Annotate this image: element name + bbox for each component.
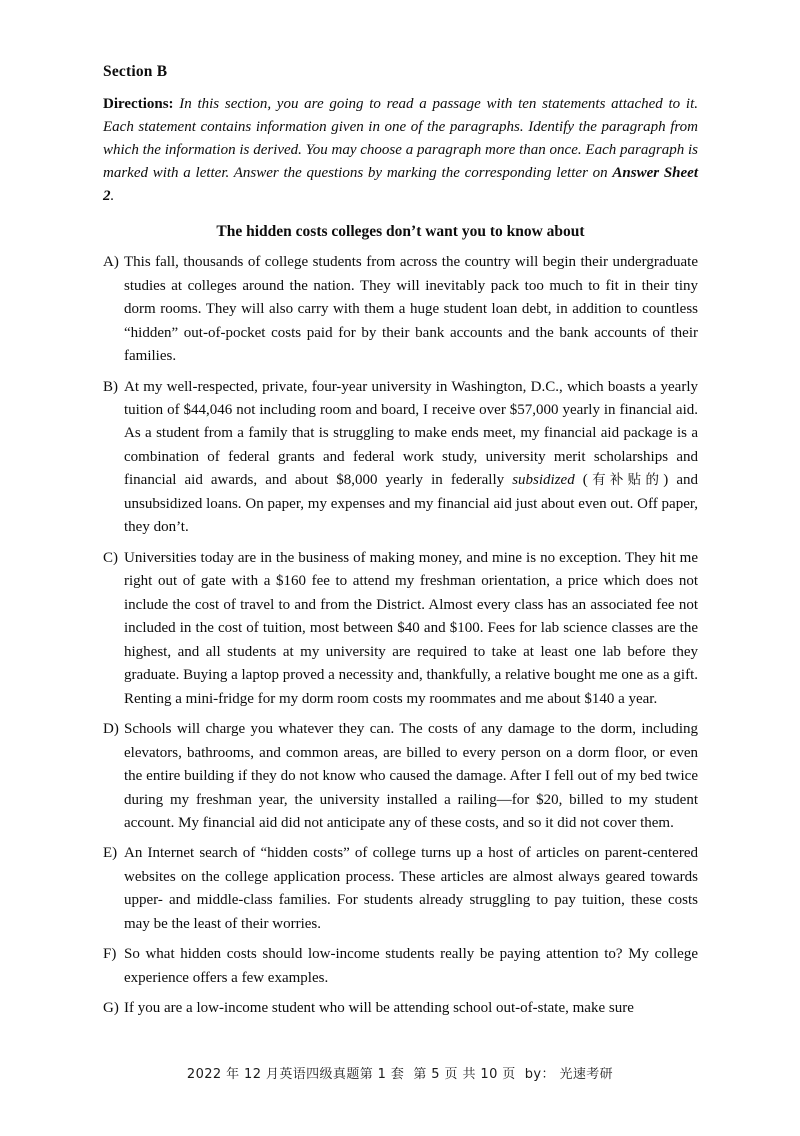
glossed-term-subsidized: subsidized bbox=[512, 472, 575, 489]
paragraph-text-c: Universities today are in the business of making money, and mine is no exception. They hit me right out of gate with a $160 fee to attend my freshman orientation, a price which does not include the cost of travel to and from the District. Almost every class has an associated fee not included in the cost of tuition, most between $40 and $100. Fees for lab science classes are the highest, and all students at my university are required to take at least one lab before they graduate. Buying a laptop proved a necessity and, thankfully, a relative bought me one as a gift. Renting a mini-fridge for my dorm room costs my roommates and me about $140 a year. bbox=[124, 549, 698, 707]
paragraph-text-d: Schools will charge you whatever they can. The costs of any damage to the dorm, including elevators, bathrooms, and common areas, are billed to every person on a dorm floor, or even the entire building if they do not know who caused the damage. After I fell out of my bed twice during my freshman year, the university installed a railing—for $20, billed to my student account. My financial aid did not anticipate any of these costs, and so it did not cover them. bbox=[124, 721, 698, 831]
passage-paragraph-c bbox=[103, 547, 698, 711]
paragraph-text-b bbox=[124, 376, 698, 540]
paragraph-marker-d: D) bbox=[103, 721, 119, 738]
directions-period: . bbox=[110, 188, 115, 205]
footer-exam-title: 2022 年 12 月英语四级真题第 1 套 bbox=[186, 1067, 405, 1082]
paragraph-b-text-after-gloss: and unsubsidized loans. On paper, my expenses and my financial aid just about even out. Off paper, they don’t. bbox=[124, 472, 699, 536]
passage-paragraph-a bbox=[103, 251, 698, 368]
paragraph-text-f: So what hidden costs should low-income students really be paying attention to? My college experience offers a few examples. bbox=[124, 946, 698, 986]
paragraph-marker-a: A) bbox=[103, 254, 119, 271]
paragraph-marker-c: C) bbox=[103, 549, 118, 566]
footer-page-label: 第 bbox=[413, 1067, 427, 1082]
footer-space-6 bbox=[516, 1067, 525, 1082]
footer-credit-label: by： bbox=[524, 1067, 555, 1082]
footer-total-pages: 10 bbox=[480, 1067, 498, 1082]
paragraph-text-e: An Internet search of “hidden costs” of college turns up a host of articles on parent-centered websites on the college application process. These articles are almost always geared towards upper- and middle-class families. For students already struggling to pay tuition, these costs may be the least of their worries. bbox=[124, 845, 698, 932]
paragraph-marker-f: F) bbox=[103, 946, 117, 963]
passage-paragraph-g bbox=[103, 997, 698, 1020]
paragraph-marker-g: G) bbox=[103, 1000, 119, 1017]
page-content bbox=[103, 62, 698, 1021]
gloss-chinese-translation: 有补贴的 bbox=[587, 472, 664, 489]
footer-page-number: 5 bbox=[431, 1067, 440, 1082]
gloss-close-paren: ) bbox=[663, 472, 677, 489]
paragraph-marker-e: E) bbox=[103, 845, 118, 862]
passage-paragraph-d bbox=[103, 718, 698, 835]
directions-text: In this section, you are going to read a passage with ten statements attached to it. Each statement contains information given in one of the paragraphs. Identify the paragraph from which the information is derived. You may choose a paragraph more than once. Each paragraph is marked with a letter. Answer the questions by marking the corresponding letter on bbox=[103, 96, 698, 182]
paragraph-b-text-before-gloss: At my well-respected, private, four-year university in Washington, D.C., which boasts a yearly tuition of $44,046 not including room and board, I receive over $57,000 yearly in financial aid. As a student from a family that is struggling to make ends meet, my financial aid package is a combination of federal grants and federal work study, university merit scholarships and financial aid awards, and about $8,000 yearly in federally bbox=[124, 378, 698, 489]
footer-of-label: 页 共 bbox=[444, 1067, 476, 1082]
passage-paragraph-b bbox=[103, 376, 698, 540]
paragraph-text-a: This fall, thousands of college students from across the country will begin their undergraduate studies at colleges around the nation. They will inevitably pack too much to fit in their tiny dorm rooms. They will also carry with them a huge student loan debt, in addition to countless “hidden” out-of-pocket costs paid for by their bank accounts and the bank accounts of their families. bbox=[124, 254, 698, 365]
footer-page-unit: 页 bbox=[502, 1067, 516, 1082]
answer-sheet-reference: Answer Sheet 2 bbox=[103, 165, 698, 205]
page-footer bbox=[0, 1066, 800, 1084]
passage-paragraph-e bbox=[103, 842, 698, 936]
directions-block bbox=[103, 93, 698, 208]
section-heading: Section B bbox=[103, 63, 168, 80]
gloss-open-paren: ( bbox=[574, 472, 588, 489]
passage-title: The hidden costs colleges don’t want you to know about bbox=[216, 223, 585, 241]
paragraph-marker-b: B) bbox=[103, 378, 118, 395]
paragraph-text-g: If you are a low-income student who will be attending school out-of-state, make sure bbox=[124, 1000, 634, 1017]
directions-label: Directions: bbox=[103, 96, 174, 113]
footer-credit-name: 光速考研 bbox=[559, 1067, 614, 1082]
footer-space-1 bbox=[404, 1067, 413, 1082]
passage-paragraph-f bbox=[103, 943, 698, 990]
